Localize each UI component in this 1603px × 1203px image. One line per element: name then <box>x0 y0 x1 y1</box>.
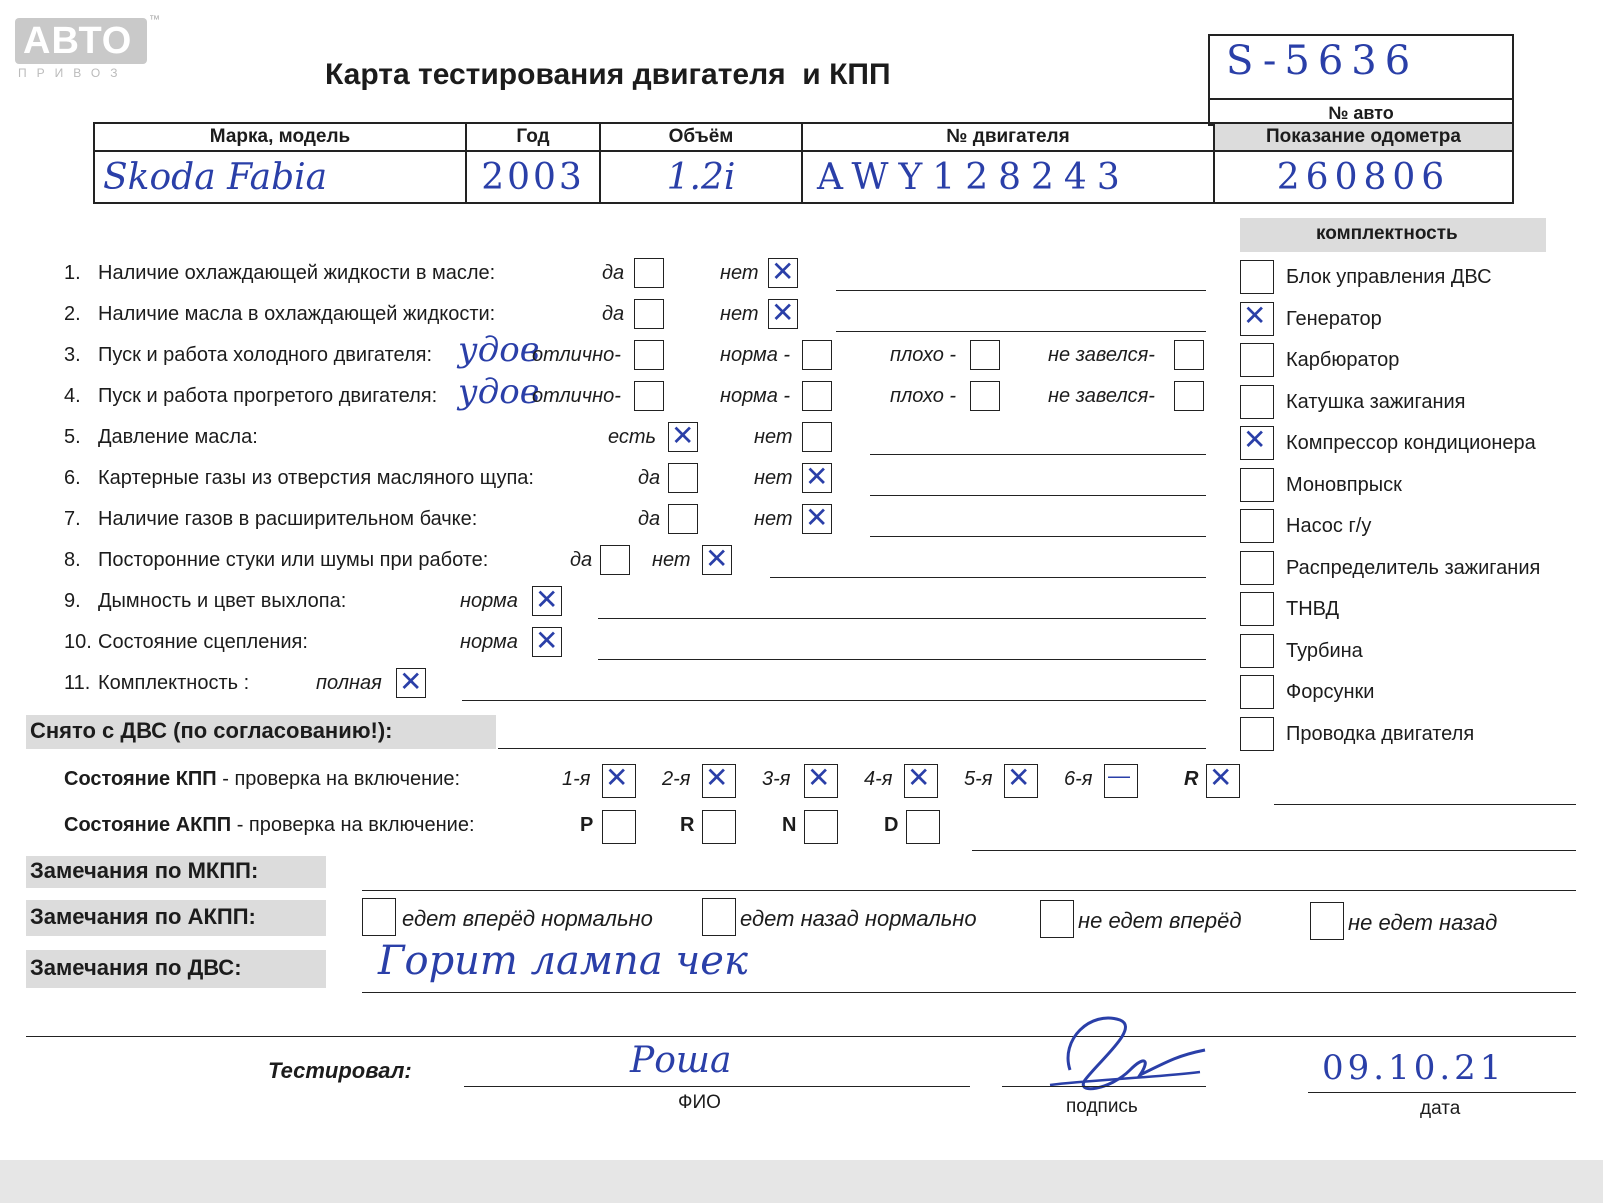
completeness-item-5: Компрессор кондиционера <box>1286 432 1536 454</box>
completeness-checkbox-6[interactable] <box>1240 468 1274 502</box>
akpp-label-bold: Состояние АКПП <box>64 814 232 836</box>
completeness-checkbox-12[interactable] <box>1240 717 1274 751</box>
kpp-gear-5-label: 5-я <box>964 768 993 790</box>
row-3-normal-checkbox[interactable] <box>802 340 832 370</box>
col-engine-number-header: № двигателя <box>802 123 1214 151</box>
remarks-akpp-label: Замечания по АКПП: <box>30 904 256 929</box>
row-8-opt-no: нет <box>652 549 691 571</box>
row-7-yes-checkbox[interactable] <box>668 504 698 534</box>
row-5-num: 5. <box>64 426 81 448</box>
akpp-p-checkbox[interactable] <box>602 810 636 844</box>
completeness-item-1: Блок управления ДВС <box>1286 266 1492 288</box>
row-4-num: 4. <box>64 385 81 407</box>
header-table <box>93 122 1514 204</box>
completeness-checkbox-3[interactable] <box>1240 343 1274 377</box>
row-11-num: 11. <box>64 672 91 694</box>
row-3-label: Пуск и работа холодного двигателя: <box>98 344 433 366</box>
row-5-line <box>870 454 1206 455</box>
akpp-p-label: P <box>580 814 594 836</box>
completeness-item-11: Форсунки <box>1286 681 1375 703</box>
date-caption: дата <box>1420 1098 1461 1119</box>
akpp-back-ok-checkbox[interactable] <box>702 898 736 936</box>
row-5-no-checkbox[interactable] <box>802 422 832 452</box>
row-6-label: Картерные газы из отверстия масляного щупа: <box>98 467 534 489</box>
row-1-opt-yes: да <box>602 262 625 284</box>
completeness-title: комплектность <box>1316 223 1458 244</box>
completeness-checkbox-1[interactable] <box>1240 260 1274 294</box>
row-3-not-started-checkbox[interactable] <box>1174 340 1204 370</box>
car-number-box <box>1208 34 1514 98</box>
logo <box>15 18 147 64</box>
akpp-r-checkbox[interactable] <box>702 810 736 844</box>
remarks-dvs-value: Горит лампа чек <box>378 938 748 984</box>
row-8-yes-checkbox[interactable] <box>600 545 630 575</box>
completeness-checkbox-7[interactable] <box>1240 509 1274 543</box>
row-10-num: 10. <box>64 631 92 653</box>
car-number-label-text: № авто <box>1328 103 1394 123</box>
akpp-label <box>64 814 475 837</box>
row-8-label: Посторонние стуки или шумы при работе: <box>98 549 489 571</box>
row-1-label: Наличие охлаждающей жидкости в масле: <box>98 262 496 284</box>
akpp-n-label: N <box>782 814 797 836</box>
completeness-item-7: Насос г/у <box>1286 515 1372 537</box>
akpp-no-back-label: не едет назад <box>1348 910 1498 935</box>
row-4-opt-normal: норма - <box>720 385 791 407</box>
row-3-num: 3. <box>64 344 81 366</box>
kpp-gear-r-label: R <box>1184 768 1199 790</box>
logo-text: АВТО <box>23 20 133 62</box>
remarks-mkpp-line <box>362 890 1576 891</box>
row-3-opt-normal: норма - <box>720 344 791 366</box>
row-9-label: Дымность и цвет выхлопа: <box>98 590 347 612</box>
row-10-label: Состояние сцепления: <box>98 631 308 653</box>
row-2-yes-checkbox[interactable] <box>634 299 664 329</box>
sign-line <box>1002 1086 1206 1087</box>
row-2-opt-no: нет <box>720 303 759 325</box>
row-9-num: 9. <box>64 590 81 612</box>
completeness-item-6: Моновпрыск <box>1286 473 1402 496</box>
kpp-line <box>1274 804 1576 805</box>
row-3-opt-bad: плохо - <box>890 344 957 366</box>
akpp-back-ok-label: едет назад нормально <box>740 906 977 931</box>
completeness-checkbox-11[interactable] <box>1240 675 1274 709</box>
row-5-opt-no: нет <box>754 426 793 448</box>
removed-label: Снято с ДВС (по согласованию!): <box>30 718 393 743</box>
row-3-excellent-checkbox[interactable] <box>634 340 664 370</box>
kpp-gear-r-checkbox[interactable] <box>1206 764 1240 798</box>
col-brand-header: Марка, модель <box>94 123 466 151</box>
row-4-opt-bad: плохо - <box>890 385 957 407</box>
completeness-checkbox-8[interactable] <box>1240 551 1274 585</box>
col-year-header: Год <box>466 123 600 151</box>
kpp-gear-6-checkbox[interactable] <box>1104 764 1138 798</box>
row-7-no-checkbox[interactable] <box>802 504 832 534</box>
kpp-label-rest: - проверка на включение: <box>216 768 461 790</box>
kpp-gear-2-label: 2-я <box>662 768 691 790</box>
logo-tm: ™ <box>149 14 160 26</box>
row-8-line <box>770 577 1206 578</box>
row-8-no-checkbox[interactable] <box>702 545 732 575</box>
row-7-num: 7. <box>64 508 81 530</box>
akpp-d-label: D <box>884 814 899 836</box>
row-3-opt-excellent: отлично- <box>532 344 621 366</box>
akpp-label-rest: - проверка на включение: <box>231 814 475 836</box>
completeness-item-10: Турбина <box>1286 639 1363 662</box>
row-4-excellent-checkbox[interactable] <box>634 381 664 411</box>
name-caption: ФИО <box>678 1092 721 1113</box>
kpp-gear-2-checkbox[interactable] <box>702 764 736 798</box>
page-title: Карта тестирования двигателя и КПП <box>325 58 891 91</box>
removed-line <box>498 748 1206 749</box>
row-11-full-checkbox[interactable] <box>396 668 426 698</box>
row-10-opt-normal: норма <box>460 631 518 653</box>
akpp-r-label: R <box>680 814 695 836</box>
completeness-checkbox-9[interactable] <box>1240 592 1274 626</box>
row-7-line <box>870 536 1206 537</box>
row-6-no-checkbox[interactable] <box>802 463 832 493</box>
row-2-opt-yes: да <box>602 303 625 325</box>
remarks-dvs-label: Замечания по ДВС: <box>30 955 242 980</box>
row-2-no-checkbox[interactable] <box>768 299 798 329</box>
row-3-bad-checkbox[interactable] <box>970 340 1000 370</box>
row-6-yes-checkbox[interactable] <box>668 463 698 493</box>
row-1-opt-no: нет <box>720 262 759 284</box>
row-9-opt-normal: норма <box>460 590 518 612</box>
row-1-yes-checkbox[interactable] <box>634 258 664 288</box>
sign-caption: подпись <box>1066 1096 1138 1117</box>
akpp-forward-ok-label: едет вперёд нормально <box>402 906 653 931</box>
akpp-d-checkbox[interactable] <box>906 810 940 844</box>
row-4-note: удов <box>458 372 540 412</box>
row-8-opt-yes: да <box>570 549 593 571</box>
row-2-num: 2. <box>64 303 81 325</box>
kpp-gear-1-checkbox[interactable] <box>602 764 636 798</box>
row-6-line <box>870 495 1206 496</box>
row-1-line <box>836 290 1206 291</box>
row-11-opt-full: полная <box>316 672 382 694</box>
completeness-item-9: ТНВД <box>1286 598 1340 620</box>
akpp-no-forward-checkbox[interactable] <box>1040 900 1074 938</box>
completeness-checkbox-5[interactable] <box>1240 426 1274 460</box>
row-7-label: Наличие газов в расширительном бачке: <box>98 508 478 530</box>
completeness-item-2: Генератор <box>1286 307 1382 330</box>
row-2-line <box>836 331 1206 332</box>
row-2-label: Наличие масла в охлаждающей жидкости: <box>98 303 496 325</box>
col-volume-header: Объём <box>600 123 802 151</box>
row-3-note: удов <box>458 330 540 370</box>
remarks-extra-line <box>26 1036 1576 1037</box>
akpp-no-forward-label: не едет вперёд <box>1078 908 1242 933</box>
row-9-normal-checkbox[interactable] <box>532 586 562 616</box>
row-8-num: 8. <box>64 549 81 571</box>
row-10-normal-checkbox[interactable] <box>532 627 562 657</box>
kpp-label <box>64 768 460 791</box>
kpp-gear-4-checkbox[interactable] <box>904 764 938 798</box>
tester-name: Роша <box>630 1040 732 1081</box>
date-line <box>1308 1092 1576 1093</box>
row-4-opt-not-started: не завелся- <box>1048 385 1155 407</box>
kpp-label-bold: Состояние КПП <box>64 768 217 790</box>
row-6-num: 6. <box>64 467 81 489</box>
odometer-value: 260806 <box>1214 151 1513 203</box>
row-4-not-started-checkbox[interactable] <box>1174 381 1204 411</box>
row-11-label: Комплектность : <box>98 672 250 694</box>
remarks-dvs-line <box>362 992 1576 993</box>
brand-value: Skoda Fabia <box>94 151 466 203</box>
row-6-opt-no: нет <box>754 467 793 489</box>
test-date: 09.10.21 <box>1322 1048 1506 1088</box>
row-5-opt-yes: есть <box>608 426 657 448</box>
row-4-normal-checkbox[interactable] <box>802 381 832 411</box>
akpp-forward-ok-checkbox[interactable] <box>362 898 396 936</box>
bottom-edge <box>0 1160 1603 1203</box>
completeness-item-4: Катушка зажигания <box>1286 390 1466 413</box>
completeness-checkbox-2[interactable] <box>1240 302 1274 336</box>
engine-number-value: AWY128243 <box>802 151 1214 203</box>
row-5-yes-checkbox[interactable] <box>668 422 698 452</box>
row-11-line <box>462 700 1206 701</box>
odometer-label: Показание одометра <box>1214 123 1513 151</box>
volume-value: 1.2i <box>600 151 802 203</box>
row-10-line <box>598 659 1206 660</box>
completeness-item-3: Карбюратор <box>1286 349 1400 371</box>
completeness-item-8: Распределитель зажигания <box>1286 556 1541 579</box>
akpp-n-checkbox[interactable] <box>804 810 838 844</box>
tested-by-label: Тестировал: <box>268 1058 412 1083</box>
kpp-gear-5-checkbox[interactable] <box>1004 764 1038 798</box>
year-value: 2003 <box>466 151 600 203</box>
row-1-num: 1. <box>64 262 81 284</box>
completeness-checkbox-4[interactable] <box>1240 385 1274 419</box>
row-4-bad-checkbox[interactable] <box>970 381 1000 411</box>
akpp-no-back-checkbox[interactable] <box>1310 902 1344 940</box>
row-9-line <box>598 618 1206 619</box>
row-7-opt-no: нет <box>754 508 793 530</box>
row-1-no-checkbox[interactable] <box>768 258 798 288</box>
akpp-line <box>972 850 1576 851</box>
kpp-gear-3-checkbox[interactable] <box>804 764 838 798</box>
row-4-opt-excellent: отлично- <box>532 385 621 407</box>
kpp-gear-4-label: 4-я <box>864 768 893 790</box>
kpp-gear-3-label: 3-я <box>762 768 791 790</box>
row-4-label: Пуск и работа прогретого двигателя: <box>98 385 438 407</box>
row-6-opt-yes: да <box>638 467 661 489</box>
row-3-opt-not-started: не завелся- <box>1048 344 1155 366</box>
row-7-opt-yes: да <box>638 508 661 530</box>
logo-subtext: ПРИВОЗ <box>18 66 128 80</box>
signature-icon <box>1030 1000 1210 1110</box>
name-line <box>464 1086 970 1087</box>
remarks-mkpp-label: Замечания по МКПП: <box>30 858 259 883</box>
car-number-value: S-5636 <box>1226 38 1419 84</box>
completeness-checkbox-10[interactable] <box>1240 634 1274 668</box>
row-5-label: Давление масла: <box>98 426 258 448</box>
completeness-item-12: Проводка двигателя <box>1286 722 1475 745</box>
kpp-gear-1-label: 1-я <box>562 768 591 790</box>
kpp-gear-6-label: 6-я <box>1064 768 1093 790</box>
